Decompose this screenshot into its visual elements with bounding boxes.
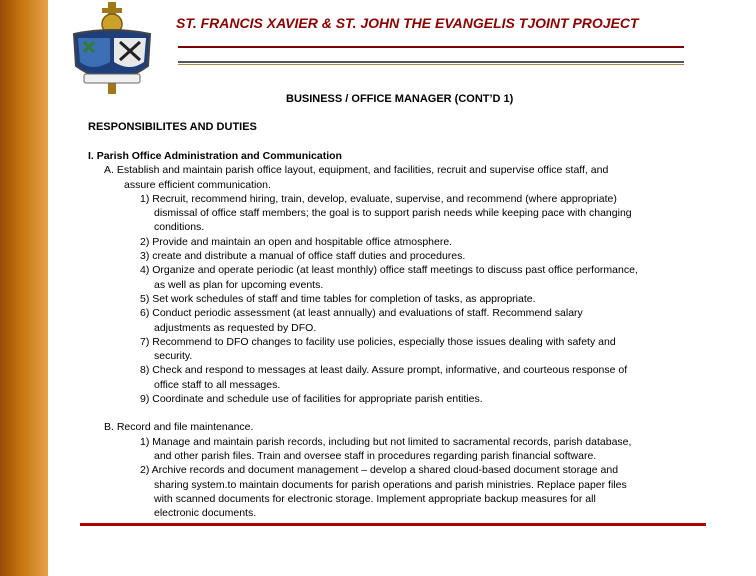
sidebar-stripe: [0, 0, 48, 576]
spacer: [88, 406, 728, 420]
list-item: 6) Conduct periodic assessment (at least annually) and evaluations of staff. Recommend salary adjustments as requested by DFO.: [140, 307, 583, 334]
header-rule-top: [178, 46, 684, 48]
list-item: 3) create and distribute a manual of office staff duties and procedures.: [140, 250, 466, 263]
page-title: ST. FRANCIS XAVIER & ST. JOHN THE EVANGELIS TJOINT PROJECT: [176, 15, 639, 31]
document-body: [88, 149, 728, 520]
list-item: 2) Archive records and document management – develop a shared cloud-based document storage and sharing system.to maintain documents for parish operations and parish ministries. Replace paper files with scanned documents for electronic storage. Implement appropriate backup measures for all electronic documents.: [140, 464, 627, 520]
list-item: 7) Recommend to DFO changes to facility use policies, especially those issues dealing with safety and security.: [140, 335, 616, 363]
list-item: 5) Set work schedules of staff and time tables for completion of tasks, as appropriate.: [140, 292, 536, 305]
header-rule-accent: [178, 64, 684, 65]
list-item: 4) Organize and operate periodic (at least monthly) office staff meetings to discuss past office performance, as well as plan for upcoming events.: [140, 264, 638, 291]
list-item: 9) Coordinate and schedule use of facilities for appropriate parish entities.: [140, 393, 483, 406]
footer-rule: [80, 523, 706, 526]
page-subtitle: BUSINESS / OFFICE MANAGER (CONT’D 1): [286, 93, 514, 105]
header-rule-bottom: [178, 61, 684, 63]
item-A: A. Establish and maintain parish office layout, equipment, and facilities, recruit and supervise office staff, and assure efficient communication.: [104, 164, 609, 191]
item-B: B. Record and file maintenance.: [104, 421, 254, 434]
parish-crest-logo: [64, 0, 160, 100]
list-item: 8) Check and respond to messages at least daily. Assure prompt, informative, and courteous response of office staff to all messages.: [140, 364, 628, 391]
part-heading: I. Parish Office Administration and Communication: [88, 150, 342, 162]
section-heading: RESPONSIBILITES AND DUTIES: [88, 121, 257, 133]
list-item: 1) Recruit, recommend hiring, train, develop, evaluate, supervise, and recommend (where appropriate) dismissal of office staff members; the goal is to support parish needs while keeping pace with changing conditions.: [140, 192, 632, 234]
list-item: 2) Provide and maintain an open and hospitable office atmosphere.: [140, 235, 453, 248]
list-item: 1) Manage and maintain parish records, including but not limited to sacramental records, parish database, and other parish files. Train and oversee staff in procedures regarding parish financial software.: [140, 435, 632, 462]
